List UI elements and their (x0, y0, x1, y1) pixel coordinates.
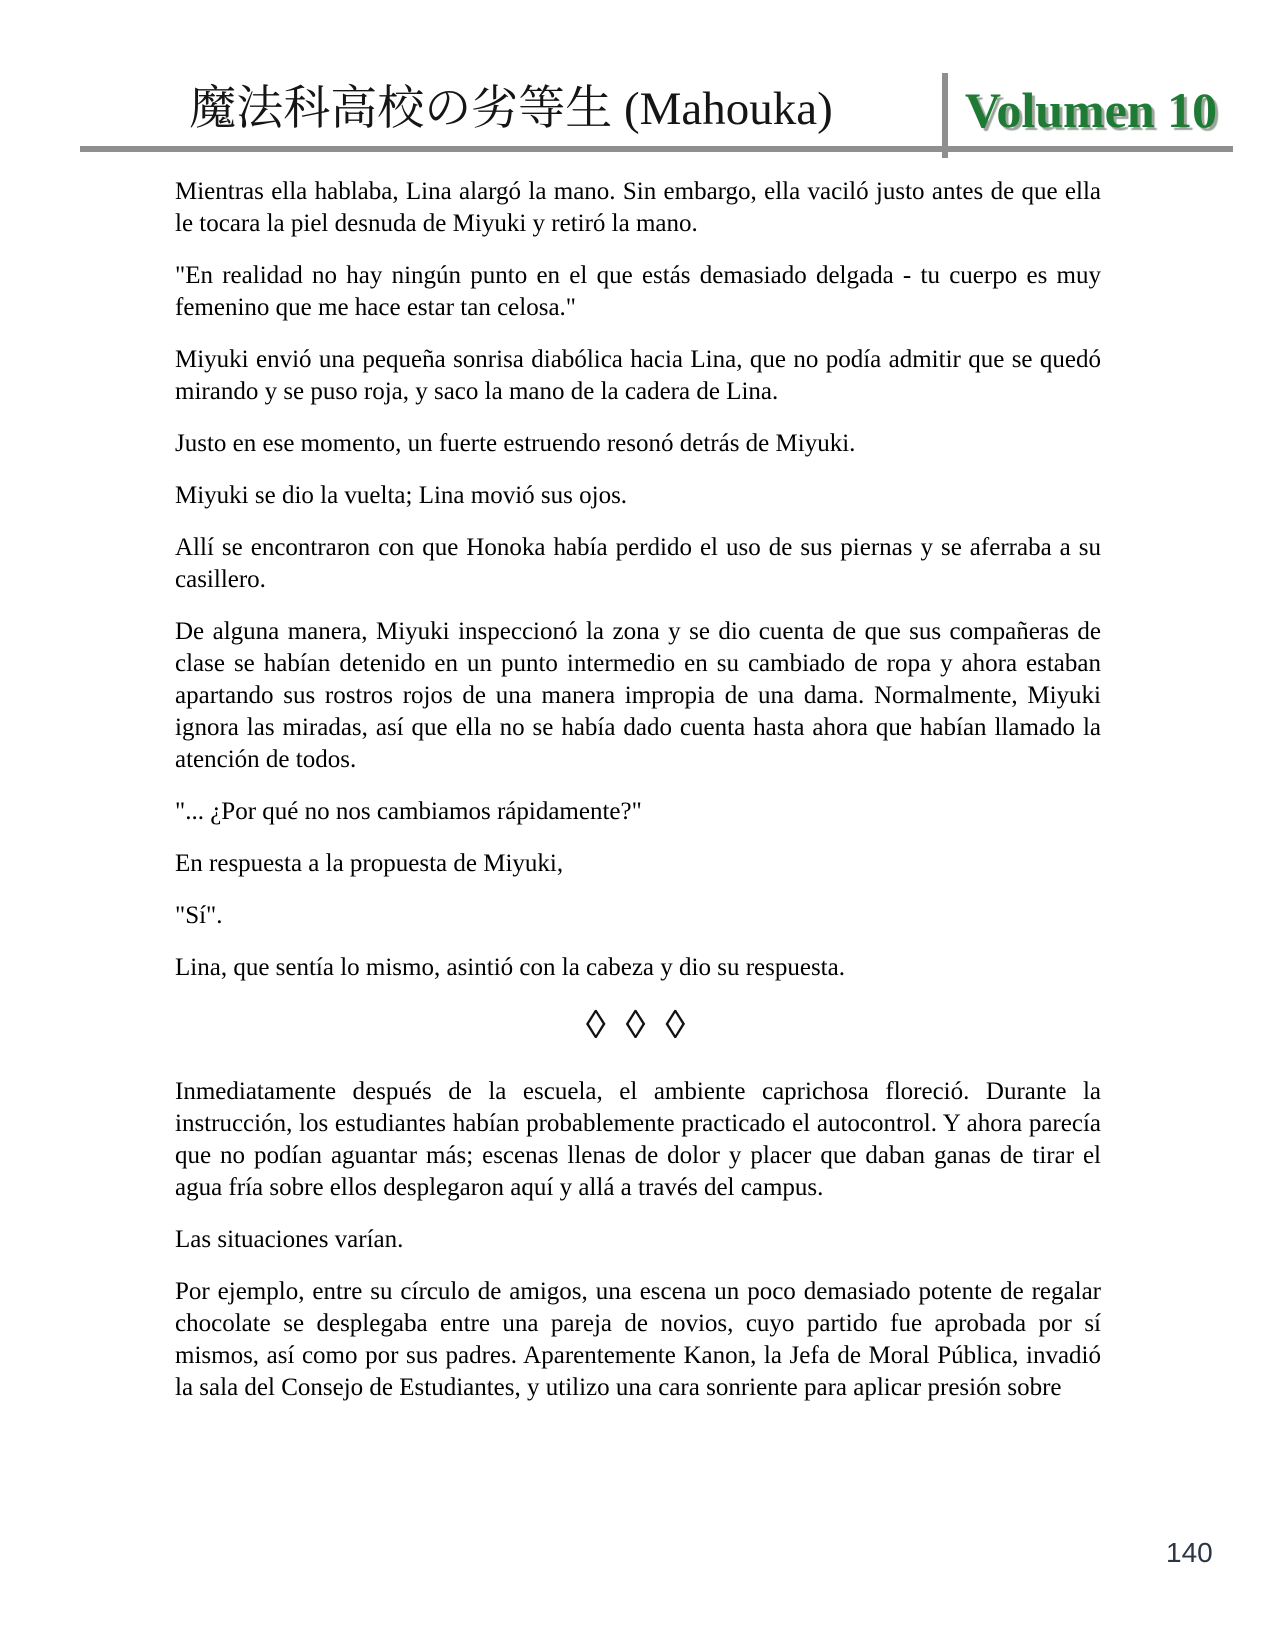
paragraph: Lina, que sentía lo mismo, asintió con la cabeza y dio su respuesta. (175, 954, 845, 981)
paragraph: "... ¿Por qué no nos cambiamos rápidamente?" (175, 798, 642, 825)
page-number: 140 (1166, 1537, 1213, 1568)
paragraph: Allí se encontraron con que Honoka había perdido el uso de sus piernas y se aferraba a su casillero. (175, 534, 1101, 593)
paragraph: Miyuki se dio la vuelta; Lina movió sus ojos. (175, 482, 628, 509)
paragraph: De alguna manera, Miyuki inspeccionó la zona y se dio cuenta de que sus compañeras de clase se habían detenido en un punto intermedio en su cambiado de ropa y ahora estaban apartando sus rostros rojos de una manera impropia de una dama. Normalmente, Miyuki ignora las miradas, así que ella no se había dado cuenta hasta ahora que habían llamado la atención de todos. (175, 618, 1101, 773)
header-horizontal-rule (80, 146, 1233, 152)
paragraph: Por ejemplo, entre su círculo de amigos, una escena un poco demasiado potente de regalar chocolate se desplegaba entre una pareja de novios, cuyo partido fue aprobada por sí mismos, así como por sus padres. Aparentemente Kanon, la Jefa de Moral Pública, invadió la sala del Consejo de Estudiantes, y utilizo una cara sonriente para aplicar presión sobre (175, 1278, 1101, 1401)
paragraph: Mientras ella hablaba, Lina alargó la mano. Sin embargo, ella vaciló justo antes de que ella le tocara la piel desnuda de Miyuki y retiró la mano. (175, 178, 1101, 237)
paragraph: En respuesta a la propuesta de Miyuki, (175, 850, 564, 877)
series-title: 魔法科高校の劣等生 (Mahouka) (189, 83, 833, 135)
volume-label: Volumen 10 (964, 82, 1218, 138)
paragraph: Inmediatamente después de la escuela, el ambiente caprichosa floreció. Durante la instrucción, los estudiantes habían probablemente practicado el autocontrol. Y ahora parecía que no podían aguantar más; escenas llenas de dolor y placer que daban ganas de tirar el agua fría sobre ellos desplegaron aquí y allá a través del campus. (175, 1078, 1101, 1201)
paragraph: "Sí". (175, 902, 223, 929)
scene-break-divider: ◊ ◊ ◊ (585, 1002, 691, 1047)
paragraph: Miyuki envió una pequeña sonrisa diabólica hacia Lina, que no podía admitir que se quedó mirando y se puso roja, y saco la mano de la cadera de Lina. (175, 346, 1101, 405)
page-body (175, 176, 1101, 1424)
paragraph: Justo en ese momento, un fuerte estruendo resonó detrás de Miyuki. (175, 430, 856, 457)
paragraph: Las situaciones varían. (175, 1226, 404, 1253)
paragraph: "En realidad no hay ningún punto en el que estás demasiado delgada - tu cuerpo es muy femenino que me hace estar tan celosa." (175, 262, 1101, 321)
